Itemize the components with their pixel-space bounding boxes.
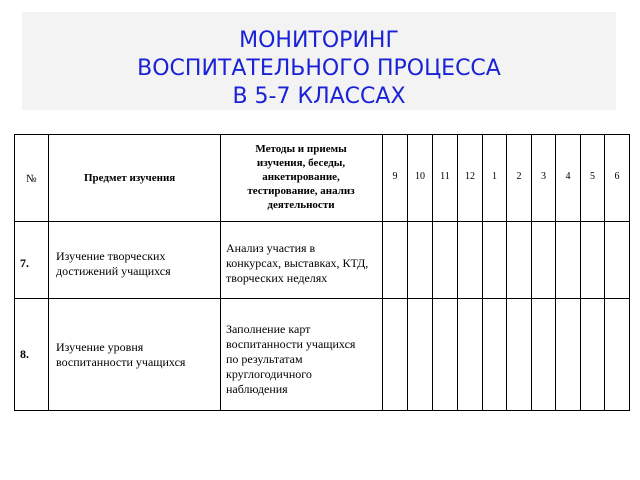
header-methods-line: Методы и приемы xyxy=(255,143,347,155)
header-subject: Предмет изучения xyxy=(84,172,176,184)
row-method-line: Заполнение карт xyxy=(226,322,311,336)
row-method-line: творческих неделях xyxy=(226,271,328,285)
row-method-line: воспитанности учащихся xyxy=(226,337,356,351)
title-line-2: ВОСПИТАТЕЛЬНОГО ПРОЦЕССА xyxy=(137,56,501,81)
row-subject-line: воспитанности учащихся xyxy=(56,355,186,369)
row-number: 8. xyxy=(20,347,29,361)
header-methods-line: деятельности xyxy=(267,199,335,211)
title-line-3: В 5-7 КЛАССАХ xyxy=(232,84,406,109)
row-method-line: Анализ участия в xyxy=(226,241,316,255)
header-month: 1 xyxy=(492,171,497,182)
header-methods-line: изучения, беседы, xyxy=(256,157,346,169)
header-month: 10 xyxy=(415,171,425,182)
header-month: 6 xyxy=(614,171,620,182)
header-month: 3 xyxy=(541,171,546,182)
title-line-1: МОНИТОРИНГ xyxy=(239,28,399,53)
row-method-line: по результатам xyxy=(226,352,303,366)
header-month: 12 xyxy=(465,171,475,182)
row-method-line: конкурсах, выставках, КТД, xyxy=(226,256,369,270)
header-methods-line: тестирование, анализ xyxy=(247,185,355,197)
row-number: 7. xyxy=(20,256,29,270)
header-month: 4 xyxy=(565,171,571,182)
row-method-line: круглогодичного xyxy=(226,367,312,381)
header-month: 5 xyxy=(590,171,595,182)
header-month: 2 xyxy=(516,171,522,182)
header-month: 11 xyxy=(440,171,450,182)
header-number: № xyxy=(26,173,37,185)
row-subject-line: Изучение уровня xyxy=(56,340,144,354)
header-methods-line: анкетирование, xyxy=(262,171,340,183)
row-subject-line: достижений учащихся xyxy=(56,264,171,278)
row-subject-line: Изучение творческих xyxy=(56,249,166,263)
row-method-line: наблюдения xyxy=(226,382,288,396)
header-month: 9 xyxy=(392,171,398,182)
